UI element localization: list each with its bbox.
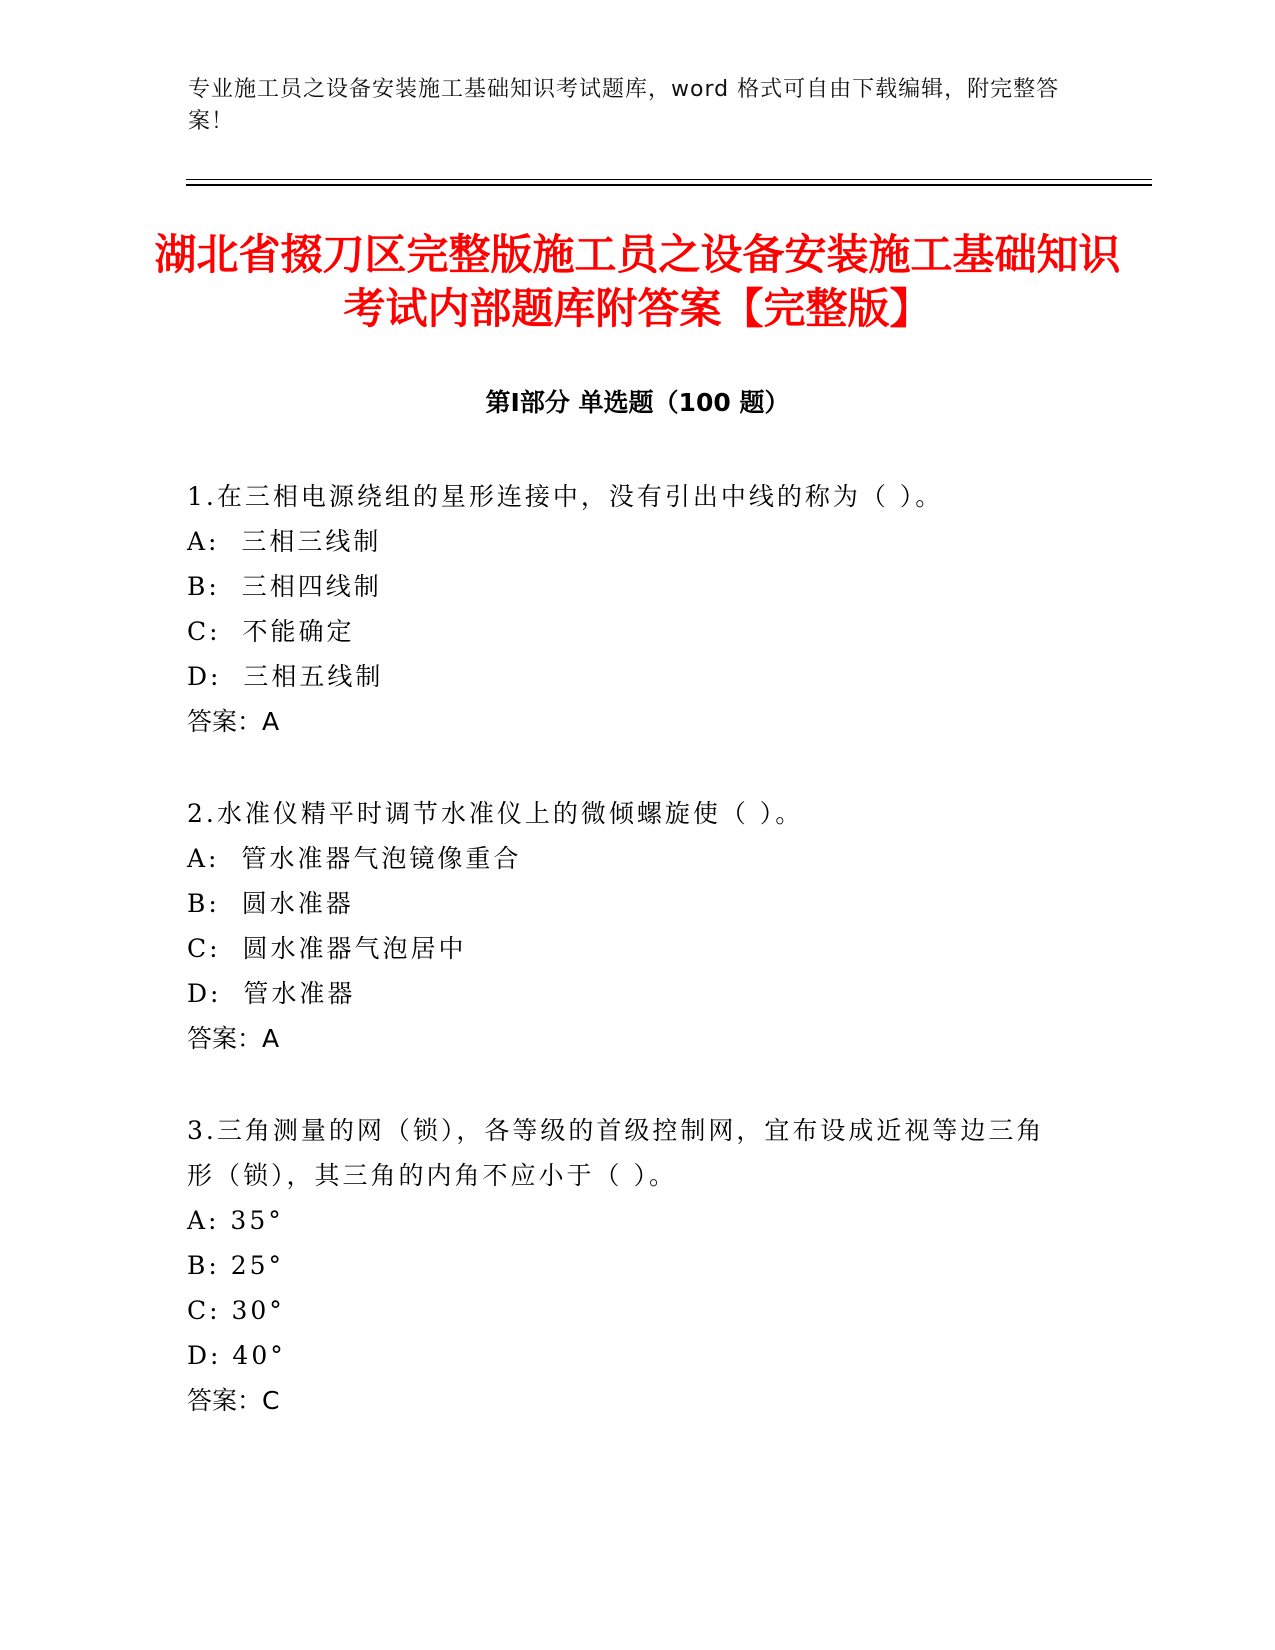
header-divider-thin [186, 179, 1152, 180]
option-c: C: 圆水准器气泡居中 [187, 934, 467, 963]
question-stem: 1.在三相电源绕组的星形连接中，没有引出中线的称为（ ）。 [187, 482, 944, 511]
answer-line: 答案：C [187, 1386, 280, 1415]
option-b: B: 圆水准器 [187, 889, 354, 918]
answer-line: 答案：A [187, 1024, 280, 1053]
option-c: C: 不能确定 [187, 617, 355, 646]
option-a: A: 管水准器气泡镜像重合 [187, 844, 522, 873]
answer-line: 答案：A [187, 707, 280, 736]
option-b: B: 25° [187, 1251, 285, 1280]
option-d: D: 40° [187, 1341, 286, 1370]
document-title: 湖北省掇刀区完整版施工员之设备安装施工基础知识考试内部题库附答案【完整版】 [154, 230, 1121, 333]
header-divider-thick [186, 184, 1152, 186]
document-header-note: 专业施工员之设备安装施工基础知识考试题库，word 格式可自由下载编辑，附完整答案！ [188, 77, 1060, 134]
option-a: A: 三相三线制 [187, 527, 382, 556]
option-d: D: 三相五线制 [187, 662, 384, 691]
option-b: B: 三相四线制 [187, 572, 382, 601]
question-1 [187, 474, 1067, 744]
section-heading: 第Ⅰ部分 单选题（100 题） [485, 388, 790, 417]
question-stem: 3.三角测量的网（锁），各等级的首级控制网，宜布设成近视等边三角形（锁），其三角的内角不应小于（ ）。 [187, 1116, 1045, 1190]
question-2 [187, 791, 1067, 1061]
option-d: D: 管水准器 [187, 979, 356, 1008]
option-c: C: 30° [187, 1296, 285, 1325]
option-a: A: 35° [187, 1206, 284, 1235]
question-stem: 2.水准仪精平时调节水准仪上的微倾螺旋使（ ）。 [187, 799, 804, 828]
question-3 [187, 1108, 1067, 1423]
